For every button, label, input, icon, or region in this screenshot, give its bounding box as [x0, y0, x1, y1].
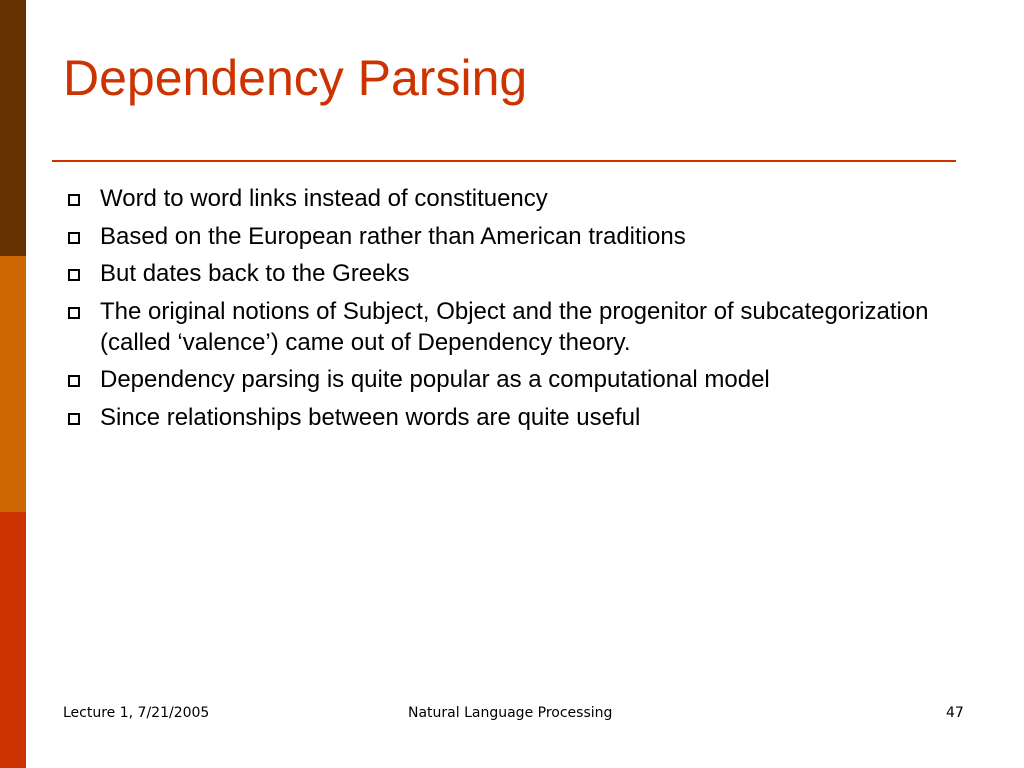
side-bar-middle	[0, 256, 26, 512]
bullet-item	[63, 364, 973, 395]
bullet-item	[63, 183, 973, 214]
footer-page-number: 47	[946, 705, 964, 721]
hollow-square-bullet-icon	[68, 413, 80, 425]
hollow-square-bullet-icon	[68, 194, 80, 206]
footer-lecture-date: Lecture 1, 7/21/2005	[63, 705, 210, 721]
hollow-square-bullet-icon	[68, 307, 80, 319]
side-bar-bottom	[0, 512, 26, 768]
bullet-text: But dates back to the Greeks	[100, 260, 410, 287]
bullet-item	[63, 402, 973, 433]
hollow-square-bullet-icon	[68, 375, 80, 387]
hollow-square-bullet-icon	[68, 269, 80, 281]
bullet-text: Based on the European rather than American traditions	[100, 222, 686, 250]
bullet-item	[63, 258, 973, 289]
hollow-square-bullet-icon	[68, 232, 80, 244]
title-divider	[52, 160, 956, 162]
bullet-item	[63, 221, 973, 252]
footer-course-title: Natural Language Processing	[408, 705, 613, 721]
bullet-list	[63, 183, 973, 439]
slide-title: Dependency Parsing	[63, 50, 528, 106]
side-bar-top	[0, 0, 26, 256]
bullet-text: Dependency parsing is quite popular as a computational model	[100, 366, 770, 393]
bullet-text: The original notions of Subject, Object and the progenitor of subcategorization (called ‘valence’) came out of Dependency theory.	[100, 297, 929, 356]
bullet-text: Word to word links instead of constituency	[100, 185, 548, 212]
bullet-text: Since relationships between words are quite useful	[100, 403, 641, 431]
bullet-item	[63, 296, 973, 358]
